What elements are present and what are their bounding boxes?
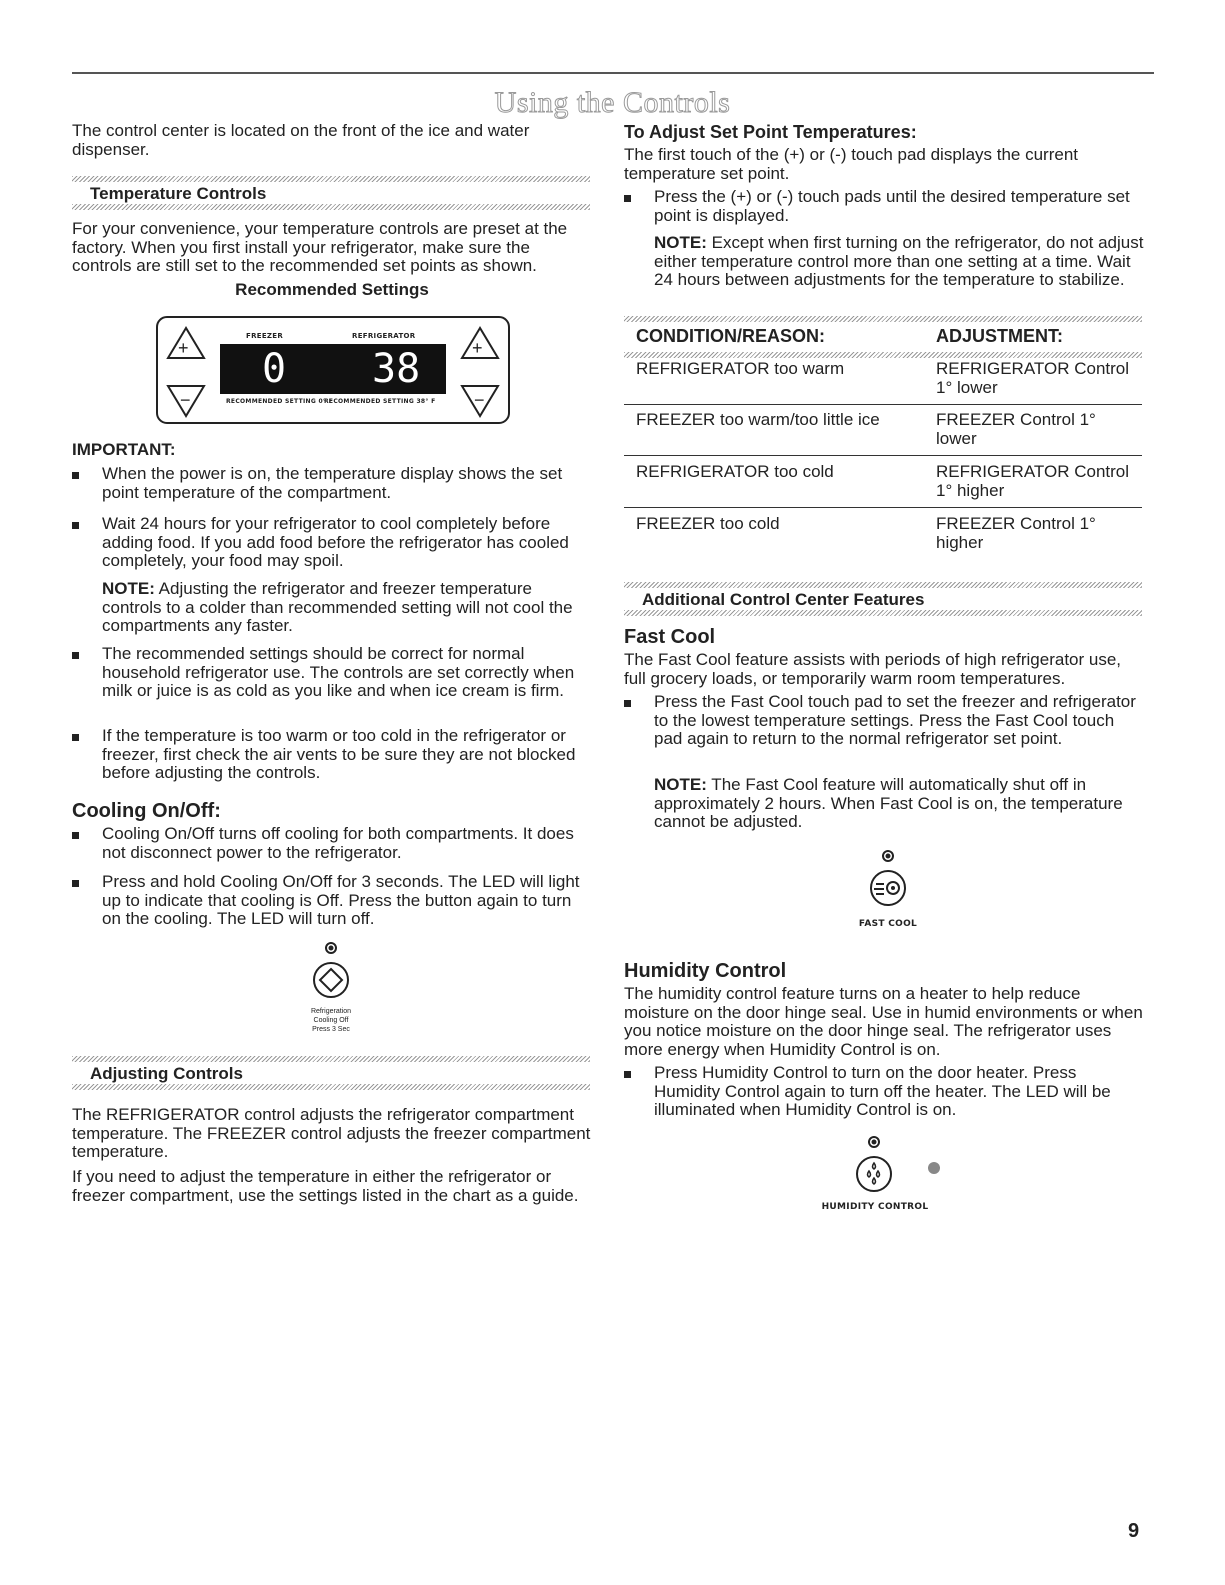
table-col-condition: CONDITION/REASON: bbox=[636, 326, 825, 346]
additional-features-heading: Additional Control Center Features bbox=[642, 590, 925, 609]
bullet-icon bbox=[72, 522, 79, 529]
table-col-adjustment: ADJUSTMENT: bbox=[936, 326, 1064, 346]
set-point-heading: To Adjust Set Point Temperatures: bbox=[624, 122, 917, 142]
temperature-control-panel bbox=[156, 316, 510, 424]
recommended-settings-title: Recommended Settings bbox=[235, 280, 429, 299]
set-point-note bbox=[654, 234, 1144, 290]
bullet-icon bbox=[72, 832, 79, 839]
note-text: The Fast Cool feature will automatically shut off in approximately 2 hours. When Fast Cool is on, the temperature cannot be adjusted. bbox=[654, 775, 1123, 831]
fast-cool-button[interactable] bbox=[852, 848, 924, 928]
bullet-icon bbox=[624, 195, 631, 202]
humidity-icon bbox=[820, 1134, 950, 1198]
cooling-icon-line1: Refrigeration bbox=[310, 1008, 352, 1015]
fast-cool-heading: Fast Cool bbox=[624, 626, 716, 648]
humidity-label: HUMIDITY CONTROL bbox=[821, 1202, 929, 1212]
freezer-minus-icon[interactable]: − bbox=[180, 390, 191, 410]
cooling-icon-line3: Press 3 Sec bbox=[312, 1026, 350, 1033]
important-bullet-1: When the power is on, the temperature display shows the set point temperature of the compartment. bbox=[102, 464, 563, 502]
humidity-bullet: Press Humidity Control to turn on the door heater. Press Humidity Control again to turn off the heater. The LED will be illuminated when Humidity Control is on. bbox=[654, 1063, 1111, 1119]
table-row-4-condition: FREEZER too cold bbox=[636, 514, 780, 533]
bullet-icon bbox=[72, 880, 79, 887]
fast-cool-label: FAST COOL bbox=[858, 919, 918, 929]
important-bullet-2: Wait 24 hours for your refrigerator to cool completely before adding food. If you add food before the refrigerator has cooled completely, your food may spoil. bbox=[102, 514, 569, 570]
temp-controls-heading: Temperature Controls bbox=[90, 184, 267, 203]
adjustment-table-header bbox=[624, 316, 1142, 358]
top-rule bbox=[72, 72, 1154, 74]
adjusting-para-2: If you need to adjust the temperature in either the refrigerator or freezer compartment, use the settings listed in the chart as a guide. bbox=[72, 1167, 579, 1205]
freezer-label: FREEZER bbox=[246, 332, 284, 340]
fast-cool-note bbox=[654, 776, 1144, 832]
table-divider bbox=[624, 507, 1142, 508]
table-divider bbox=[624, 455, 1142, 456]
humidity-control-button[interactable] bbox=[820, 1134, 950, 1216]
bullet-icon bbox=[624, 1071, 631, 1078]
table-row-2-adjustment: FREEZER Control 1° lower bbox=[936, 410, 1096, 448]
page-number: 9 bbox=[1128, 1520, 1140, 1542]
table-row-3-condition: REFRIGERATOR too cold bbox=[636, 462, 834, 481]
bullet-icon bbox=[72, 734, 79, 741]
refrigerator-label: REFRIGERATOR bbox=[352, 332, 416, 340]
freezer-plus-icon[interactable]: + bbox=[178, 338, 189, 358]
fast-cool-para: The Fast Cool feature assists with periods of high refrigerator use, full grocery loads, or temporarily warm room temperatures. bbox=[624, 650, 1122, 688]
intro-text: The control center is located on the front of the ice and water dispenser. bbox=[72, 121, 530, 159]
bullet-icon bbox=[624, 700, 631, 707]
page-title: Using the Controls bbox=[494, 86, 731, 119]
freezer-recommended: RECOMMENDED SETTING 0° F bbox=[226, 398, 334, 405]
important-heading: IMPORTANT: bbox=[72, 440, 176, 459]
set-point-para: The first touch of the (+) or (-) touch pad displays the current temperature set point. bbox=[624, 145, 1079, 183]
refrigerator-recommended: RECOMMENDED SETTING 38° F bbox=[324, 398, 436, 405]
fast-cool-icon bbox=[852, 848, 924, 912]
humidity-heading: Humidity Control bbox=[624, 960, 787, 982]
note-label: NOTE: bbox=[102, 579, 155, 598]
table-row-1-adjustment: REFRIGERATOR Control 1° lower bbox=[936, 359, 1130, 397]
humidity-para: The humidity control feature turns on a heater to help reduce moisture on the door hinge seal. Use in humid environments or when you notice moisture on the door hinge seal. The refrigerator uses more energy when Humidity Control is on. bbox=[624, 984, 1143, 1059]
temp-controls-header bbox=[72, 176, 590, 210]
cooling-bullet-1: Cooling On/Off turns off cooling for both compartments. It does not disconnect power to the refrigerator. bbox=[102, 824, 574, 862]
note-label: NOTE: bbox=[654, 233, 707, 252]
table-divider bbox=[624, 404, 1142, 405]
important-note bbox=[102, 580, 592, 636]
important-bullet-4: If the temperature is too warm or too cold in the refrigerator or freezer, first check the air vents to be sure they are not blocked before adjusting the controls. bbox=[102, 726, 576, 782]
table-row-3-adjustment: REFRIGERATOR Control 1° higher bbox=[936, 462, 1130, 500]
note-text: Adjusting the refrigerator and freezer temperature controls to a colder than recommended setting will not cool the compartments any faster. bbox=[102, 579, 573, 635]
additional-features-header bbox=[624, 582, 1142, 616]
refrigerator-display: 38 bbox=[372, 346, 421, 392]
cooling-icon-line2: Cooling Off bbox=[313, 1017, 349, 1024]
cooling-off-button[interactable] bbox=[300, 940, 362, 1040]
temp-controls-body: For your convenience, your temperature controls are preset at the factory. When you first install your refrigerator, make sure the controls are still set to the recommended set points as shown. bbox=[72, 219, 568, 275]
power-icon bbox=[300, 940, 362, 1002]
set-point-bullet: Press the (+) or (-) touch pads until the desired temperature set point is displayed. bbox=[654, 187, 1130, 225]
refrigerator-plus-icon[interactable]: + bbox=[472, 338, 483, 358]
note-text: Except when first turning on the refrigerator, do not adjust either temperature control more than one setting at a time. Wait 24 hours between adjustments for the temperature to stabilize. bbox=[654, 233, 1144, 289]
adjusting-para-1: The REFRIGERATOR control adjusts the refrigerator compartment temperature. The FREEZER control adjusts the freezer compartment temperature. bbox=[72, 1105, 591, 1161]
bullet-icon bbox=[72, 652, 79, 659]
table-row-1-condition: REFRIGERATOR too warm bbox=[636, 359, 845, 378]
adjusting-header bbox=[72, 1056, 590, 1090]
refrigerator-minus-icon[interactable]: − bbox=[474, 390, 485, 410]
panel-frame-icon bbox=[156, 316, 510, 424]
cooling-bullet-2: Press and hold Cooling On/Off for 3 seconds. The LED will light up to indicate that cooling is Off. Press the button again to turn on the cooling. The LED will turn off. bbox=[102, 872, 580, 928]
fast-cool-bullet: Press the Fast Cool touch pad to set the freezer and refrigerator to the lowest temperature settings. Press the Fast Cool touch pad again to return to the normal refrigerator set point. bbox=[654, 692, 1136, 748]
freezer-display: 0 bbox=[262, 346, 287, 392]
cooling-heading: Cooling On/Off: bbox=[72, 800, 221, 822]
table-row-2-condition: FREEZER too warm/too little ice bbox=[636, 410, 880, 429]
table-row-4-adjustment: FREEZER Control 1° higher bbox=[936, 514, 1096, 552]
bullet-icon bbox=[72, 472, 79, 479]
adjusting-heading: Adjusting Controls bbox=[90, 1064, 243, 1083]
important-bullet-3: The recommended settings should be correct for normal household refrigerator use. The controls are set correctly when milk or juice is as cold as you like and when ice cream is firm. bbox=[102, 644, 575, 700]
note-label: NOTE: bbox=[654, 775, 707, 794]
